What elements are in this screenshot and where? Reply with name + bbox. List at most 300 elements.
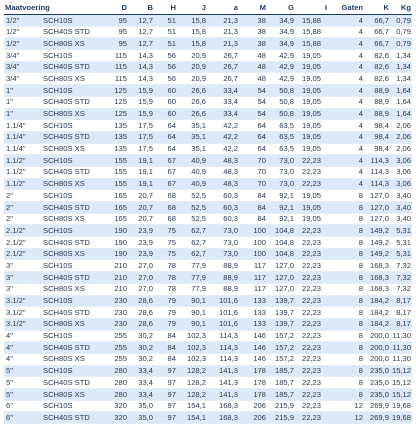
table-row	[4, 178, 412, 190]
cell-k: 184,2	[364, 307, 390, 319]
table-row	[4, 412, 412, 424]
cell-d: 190	[98, 248, 128, 260]
table-row	[4, 377, 412, 389]
cell-m: 64	[239, 120, 267, 132]
cell-i: 22,23	[295, 307, 328, 319]
cell-d: 165	[98, 202, 128, 214]
table-row	[4, 61, 412, 73]
cell-j: 35,1	[177, 143, 207, 155]
cell-kg: 2,06	[390, 131, 412, 143]
cell-size: 1.1/4"	[4, 120, 42, 132]
cell-size: 3"	[4, 260, 42, 272]
cell-m: 100	[239, 237, 267, 249]
cell-i: 22,23	[295, 237, 328, 249]
cell-b: 35,0	[128, 412, 154, 424]
cell-g: 157,2	[267, 353, 295, 365]
cell-h: 60	[154, 85, 177, 97]
cell-k: 66,7	[364, 38, 390, 50]
table-row	[4, 342, 412, 354]
cell-gaten: 4	[328, 108, 364, 120]
cell-g: 127,0	[267, 272, 295, 284]
cell-m: 133	[239, 295, 267, 307]
cell-schedule: SCH10S	[42, 190, 98, 202]
cell-b: 14,3	[128, 61, 154, 73]
cell-d: 230	[98, 295, 128, 307]
table-row	[4, 365, 412, 377]
cell-k: 98,4	[364, 120, 390, 132]
table-row	[4, 26, 412, 38]
cell-gaten: 8	[328, 295, 364, 307]
header-maatvoering: Maatvoering	[4, 2, 42, 15]
cell-d: 135	[98, 120, 128, 132]
cell-i: 22,23	[295, 283, 328, 295]
cell-schedule: SCH10S	[42, 330, 98, 342]
header-i: I	[295, 2, 328, 15]
cell-j: 20,9	[177, 50, 207, 62]
table-row	[4, 50, 412, 62]
cell-b: 17,5	[128, 131, 154, 143]
cell-gaten: 12	[328, 400, 364, 412]
cell-h: 67	[154, 178, 177, 190]
cell-size: 2.1/2"	[4, 248, 42, 260]
cell-kg: 1,64	[390, 96, 412, 108]
cell-j: 52,5	[177, 202, 207, 214]
cell-kg: 7,32	[390, 272, 412, 284]
cell-kg: 0,79	[390, 15, 412, 27]
cell-m: 117	[239, 260, 267, 272]
cell-d: 255	[98, 342, 128, 354]
cell-g: 139,7	[267, 318, 295, 330]
table-row	[4, 202, 412, 214]
cell-j: 20,9	[177, 73, 207, 85]
table-header-row	[4, 2, 412, 15]
cell-schedule: SCH10S	[42, 260, 98, 272]
cell-kg: 1,34	[390, 61, 412, 73]
cell-m: 117	[239, 272, 267, 284]
cell-b: 20,7	[128, 213, 154, 225]
cell-b: 15,9	[128, 85, 154, 97]
cell-g: 127,0	[267, 260, 295, 272]
cell-j: 26,6	[177, 85, 207, 97]
cell-schedule: SCH40S STD	[42, 26, 98, 38]
cell-k: 114,3	[364, 155, 390, 167]
cell-m: 178	[239, 365, 267, 377]
table-row	[4, 38, 412, 50]
header-schedule	[42, 2, 98, 15]
cell-i: 19,05	[295, 190, 328, 202]
cell-schedule: SCH10S	[42, 50, 98, 62]
cell-a: 42,2	[207, 120, 239, 132]
cell-a: 26,7	[207, 73, 239, 85]
cell-schedule: SCH40S STD	[42, 96, 98, 108]
cell-d: 155	[98, 155, 128, 167]
cell-kg: 1,34	[390, 50, 412, 62]
cell-schedule: SCH40S STD	[42, 202, 98, 214]
table-row	[4, 73, 412, 85]
cell-m: 84	[239, 202, 267, 214]
cell-k: 114,3	[364, 166, 390, 178]
cell-h: 60	[154, 108, 177, 120]
cell-d: 230	[98, 307, 128, 319]
cell-h: 84	[154, 342, 177, 354]
cell-d: 115	[98, 50, 128, 62]
cell-size: 1"	[4, 85, 42, 97]
cell-m: 100	[239, 225, 267, 237]
cell-kg: 1,34	[390, 73, 412, 85]
cell-size: 2"	[4, 213, 42, 225]
cell-g: 157,2	[267, 330, 295, 342]
cell-gaten: 8	[328, 190, 364, 202]
cell-d: 255	[98, 353, 128, 365]
cell-m: 133	[239, 307, 267, 319]
cell-b: 15,9	[128, 96, 154, 108]
cell-h: 56	[154, 61, 177, 73]
cell-i: 19,05	[295, 213, 328, 225]
cell-kg: 2,06	[390, 120, 412, 132]
cell-kg: 19,68	[391, 412, 411, 422]
cell-m: 146	[239, 342, 267, 354]
cell-size: 3.1/2"	[4, 307, 42, 319]
cell-j: 102,3	[177, 353, 207, 365]
cell-i: 22,23	[295, 272, 328, 284]
cell-size: 3/4"	[4, 61, 42, 73]
cell-i: 22,23	[295, 342, 328, 354]
cell-kg: 7,32	[390, 283, 412, 295]
cell-schedule: SCH10S	[42, 295, 98, 307]
cell-a: 21,3	[207, 38, 239, 50]
cell-h: 75	[154, 225, 177, 237]
cell-h: 78	[154, 283, 177, 295]
cell-d: 95	[98, 15, 128, 27]
cell-size: 5"	[4, 389, 42, 401]
cell-b: 33,4	[128, 365, 154, 377]
cell-kg: 15,12	[391, 377, 411, 387]
cell-size: 6"	[4, 412, 42, 424]
cell-h: 68	[154, 202, 177, 214]
cell-schedule: SCH80S XS	[42, 283, 98, 295]
cell-m: 48	[239, 73, 267, 85]
cell-a: 60,3	[207, 213, 239, 225]
cell-h: 56	[154, 73, 177, 85]
cell-kg: 5,31	[390, 225, 412, 237]
cell-b: 30,2	[128, 330, 154, 342]
cell-size: 3"	[4, 272, 42, 284]
cell-m: 70	[239, 155, 267, 167]
cell-j: 40,9	[177, 178, 207, 190]
cell-i: 22,23	[295, 318, 328, 330]
cell-j: 62,7	[177, 237, 207, 249]
cell-i: 22,23	[295, 248, 328, 260]
cell-a: 114,3	[207, 342, 239, 354]
cell-size: 1/2"	[4, 26, 42, 38]
cell-b: 33,4	[128, 389, 154, 401]
cell-gaten: 8	[328, 365, 364, 377]
cell-k: 269,9	[364, 412, 390, 424]
cell-k: 82,6	[364, 73, 390, 85]
cell-kg: 3,40	[390, 190, 412, 202]
cell-gaten: 8	[328, 260, 364, 272]
cell-size: 2.1/2"	[4, 225, 42, 237]
cell-g: 34,9	[267, 15, 295, 27]
cell-b: 19,1	[128, 178, 154, 190]
cell-kg: 11,30	[390, 353, 412, 365]
cell-j: 90,1	[177, 295, 207, 307]
cell-g: 50,8	[267, 108, 295, 120]
cell-a: 114,3	[207, 330, 239, 342]
cell-schedule: SCH40S STD	[42, 272, 98, 284]
table-row	[4, 389, 412, 401]
cell-k: 88,9	[364, 96, 390, 108]
cell-d: 125	[98, 85, 128, 97]
cell-b: 12,7	[128, 38, 154, 50]
cell-gaten: 4	[328, 166, 364, 178]
cell-d: 280	[98, 365, 128, 377]
cell-size: 6"	[4, 400, 42, 412]
cell-k: 168,3	[364, 283, 390, 295]
cell-schedule: SCH10S	[42, 225, 98, 237]
cell-g: 185,7	[267, 377, 295, 389]
cell-gaten: 4	[328, 178, 364, 190]
header-kg: Kg	[390, 2, 412, 15]
cell-a: 101,6	[207, 295, 239, 307]
cell-g: 157,2	[267, 342, 295, 354]
cell-m: 84	[239, 190, 267, 202]
cell-size: 4"	[4, 353, 42, 365]
cell-size: 1/2"	[4, 15, 42, 27]
cell-size: 1"	[4, 96, 42, 108]
cell-g: 104,8	[267, 237, 295, 249]
cell-k: 200,0	[364, 330, 390, 342]
cell-d: 255	[98, 330, 128, 342]
cell-k: 149,2	[364, 248, 390, 260]
cell-schedule: SCH80S XS	[42, 38, 98, 50]
cell-d: 210	[98, 283, 128, 295]
cell-k: 184,2	[364, 318, 390, 330]
cell-gaten: 8	[328, 272, 364, 284]
cell-h: 51	[154, 15, 177, 27]
cell-kg: 3,06	[390, 155, 412, 167]
cell-kg: 8,17	[390, 318, 412, 330]
cell-gaten: 4	[328, 50, 364, 62]
cell-schedule: SCH10S	[42, 85, 98, 97]
cell-j: 40,9	[177, 155, 207, 167]
cell-size: 2"	[4, 190, 42, 202]
table-row	[4, 283, 412, 295]
cell-k: 66,7	[364, 15, 390, 27]
cell-a: 60,3	[207, 190, 239, 202]
cell-i: 19,05	[295, 96, 328, 108]
cell-j: 154,1	[177, 412, 207, 424]
cell-schedule: SCH80S XS	[42, 143, 98, 155]
cell-a: 21,3	[207, 26, 239, 38]
cell-g: 139,7	[267, 295, 295, 307]
cell-gaten: 4	[328, 155, 364, 167]
cell-schedule: SCH80S XS	[42, 353, 98, 365]
cell-j: 128,2	[177, 365, 207, 377]
cell-a: 101,6	[207, 318, 239, 330]
cell-h: 97	[154, 365, 177, 377]
cell-m: 54	[239, 85, 267, 97]
cell-size: 1/2"	[4, 38, 42, 50]
table-row	[4, 272, 412, 284]
cell-kg: 2,06	[390, 143, 412, 155]
cell-h: 67	[154, 166, 177, 178]
cell-h: 75	[154, 248, 177, 260]
cell-a: 141,3	[207, 365, 239, 377]
cell-g: 73,0	[267, 178, 295, 190]
cell-schedule: SCH80S XS	[42, 73, 98, 85]
cell-h: 56	[154, 50, 177, 62]
cell-g: 50,8	[267, 96, 295, 108]
cell-gaten: 4	[328, 61, 364, 73]
cell-gaten: 4	[328, 15, 364, 27]
table-row	[4, 330, 412, 342]
cell-i: 19,05	[295, 120, 328, 132]
cell-kg: 11,30	[390, 330, 412, 342]
cell-size: 3/4"	[4, 50, 42, 62]
cell-d: 95	[98, 38, 128, 50]
table-row	[4, 166, 412, 178]
cell-m: 206	[239, 412, 267, 424]
cell-k: 98,4	[364, 131, 390, 143]
cell-g: 42,9	[267, 73, 295, 85]
cell-size: 3/4"	[4, 73, 42, 85]
cell-d: 210	[98, 272, 128, 284]
cell-h: 68	[154, 213, 177, 225]
table-row	[4, 143, 412, 155]
cell-b: 30,2	[128, 353, 154, 365]
cell-kg: 3,40	[390, 202, 412, 214]
cell-d: 155	[98, 178, 128, 190]
cell-h: 64	[154, 120, 177, 132]
cell-k: 149,2	[364, 225, 390, 237]
cell-k: 88,9	[364, 108, 390, 120]
cell-k: 200,0	[364, 342, 390, 354]
cell-size: 3"	[4, 283, 42, 295]
cell-j: 128,2	[177, 389, 207, 401]
cell-kg: 7,32	[390, 260, 412, 272]
cell-b: 33,4	[128, 377, 154, 389]
cell-a: 33,4	[207, 85, 239, 97]
cell-schedule: SCH40S STD	[42, 377, 98, 389]
cell-gaten: 8	[328, 225, 364, 237]
cell-m: 146	[239, 353, 267, 365]
cell-a: 101,6	[207, 307, 239, 319]
cell-j: 15,8	[177, 38, 207, 50]
cell-i: 22,23	[295, 225, 328, 237]
cell-size: 1.1/2"	[4, 155, 42, 167]
cell-i: 19,05	[295, 61, 328, 73]
cell-k: 168,3	[364, 260, 390, 272]
cell-size: 3.1/2"	[4, 295, 42, 307]
header-k: K	[364, 2, 390, 15]
cell-a: 88,9	[207, 272, 239, 284]
cell-k: 127,0	[364, 190, 390, 202]
cell-a: 33,4	[207, 108, 239, 120]
cell-a: 141,3	[207, 377, 239, 389]
table-row	[4, 155, 412, 167]
cell-i: 22,23	[295, 412, 328, 424]
cell-d: 125	[98, 108, 128, 120]
cell-k: 66,7	[364, 26, 390, 38]
cell-j: 15,8	[177, 15, 207, 27]
cell-h: 84	[154, 353, 177, 365]
flange-dimensions-table	[4, 2, 412, 424]
cell-k: 114,3	[364, 178, 390, 190]
cell-gaten: 8	[328, 318, 364, 330]
table-row	[4, 190, 412, 202]
table-row	[4, 120, 412, 132]
cell-d: 210	[98, 260, 128, 272]
cell-g: 63,5	[267, 143, 295, 155]
cell-j: 35,1	[177, 131, 207, 143]
cell-i: 19,05	[295, 73, 328, 85]
cell-k: 127,0	[364, 213, 390, 225]
cell-kg: 19,68	[391, 401, 411, 411]
cell-g: 42,9	[267, 61, 295, 73]
cell-a: 73,0	[207, 225, 239, 237]
cell-i: 22,23	[295, 155, 328, 167]
cell-d: 115	[98, 73, 128, 85]
cell-h: 75	[154, 237, 177, 249]
cell-d: 280	[98, 377, 128, 389]
cell-schedule: SCH40S STD	[42, 307, 98, 319]
cell-m: 38	[239, 15, 267, 27]
cell-m: 100	[239, 248, 267, 260]
cell-b: 28,6	[128, 307, 154, 319]
header-g: G	[267, 2, 295, 15]
cell-g: 63,5	[267, 120, 295, 132]
cell-d: 320	[98, 400, 128, 412]
cell-m: 38	[239, 26, 267, 38]
cell-k: 168,3	[364, 272, 390, 284]
cell-b: 23,9	[128, 248, 154, 260]
cell-b: 28,6	[128, 295, 154, 307]
cell-j: 26,6	[177, 96, 207, 108]
table-row	[4, 15, 412, 27]
cell-h: 78	[154, 260, 177, 272]
cell-b: 27,0	[128, 272, 154, 284]
cell-k: 235,0	[364, 389, 390, 401]
cell-a: 60,3	[207, 202, 239, 214]
cell-gaten: 8	[328, 202, 364, 214]
cell-m: 48	[239, 61, 267, 73]
cell-g: 127,0	[267, 283, 295, 295]
cell-size: 5"	[4, 365, 42, 377]
cell-m: 48	[239, 50, 267, 62]
cell-schedule: SCH10S	[42, 155, 98, 167]
cell-j: 77,9	[177, 260, 207, 272]
cell-h: 60	[154, 96, 177, 108]
cell-h: 67	[154, 155, 177, 167]
cell-g: 92,1	[267, 190, 295, 202]
cell-d: 190	[98, 237, 128, 249]
cell-b: 27,0	[128, 283, 154, 295]
cell-m: 70	[239, 178, 267, 190]
cell-schedule: SCH40S STD	[42, 237, 98, 249]
table-row	[4, 295, 412, 307]
cell-d: 115	[98, 61, 128, 73]
cell-g: 215,9	[267, 412, 295, 424]
cell-j: 77,9	[177, 283, 207, 295]
cell-i: 22,23	[295, 260, 328, 272]
cell-k: 200,0	[364, 353, 390, 365]
cell-b: 17,5	[128, 120, 154, 132]
cell-b: 19,1	[128, 155, 154, 167]
cell-size: 2.1/2"	[4, 237, 42, 249]
cell-k: 269,9	[364, 400, 390, 412]
cell-i: 22,23	[295, 178, 328, 190]
